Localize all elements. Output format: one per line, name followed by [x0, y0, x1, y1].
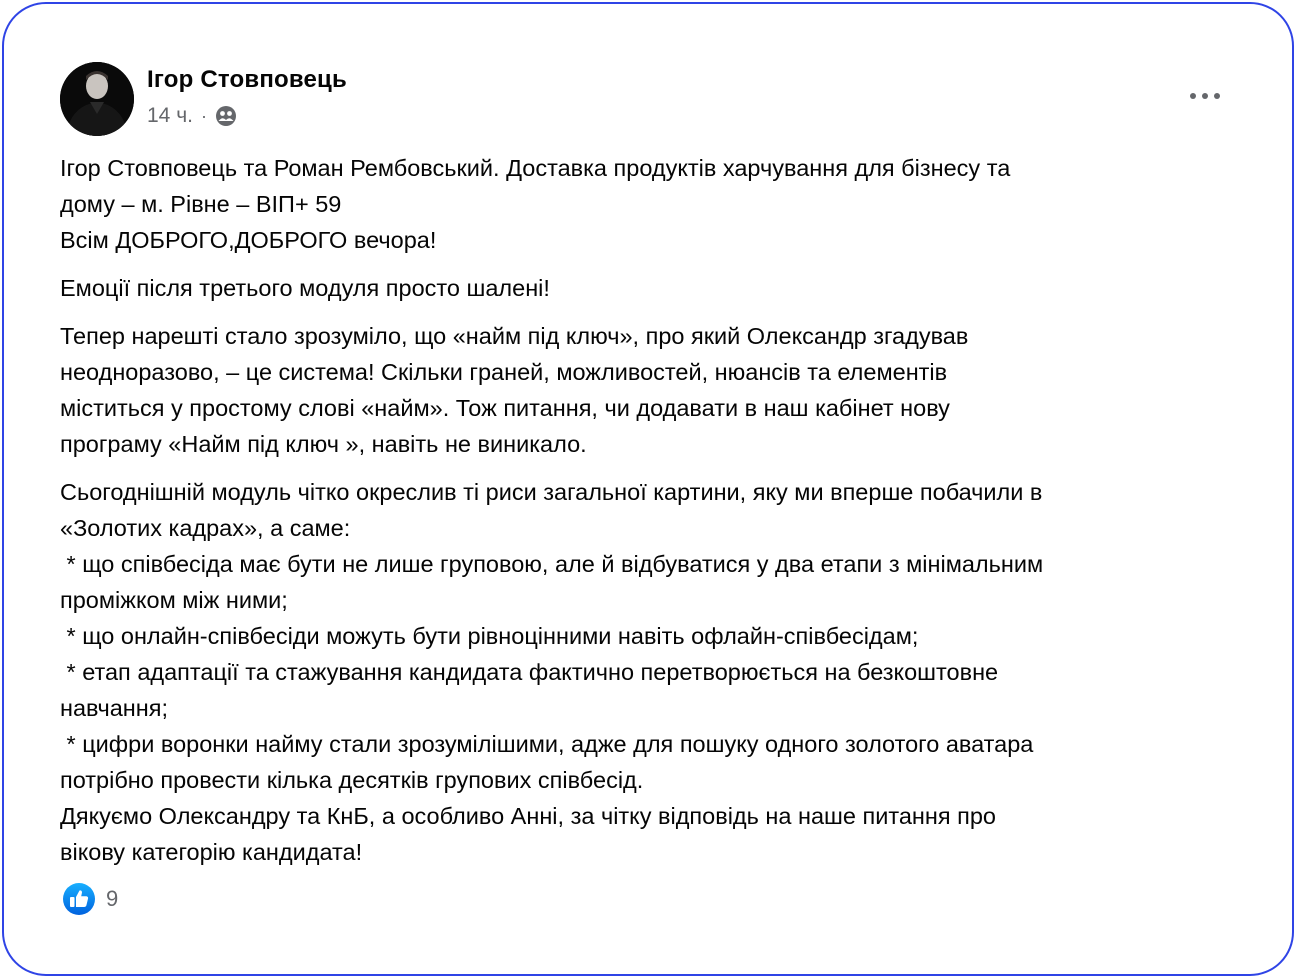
post-text-line: Всім ДОБРОГО,ДОБРОГО вечора! — [60, 227, 437, 253]
post-text-line: потрібно провести кілька десятків групових співбесід. — [60, 767, 644, 793]
post-text-line: * що онлайн-співбесіди можуть бути рівноцінними навіть офлайн-співбесідам; — [60, 623, 919, 649]
post-text-line: програму «Найм під ключ », навіть не виникало. — [60, 431, 587, 457]
post-text-line: * етап адаптації та стажування кандидата фактично перетворюється на безкоштовне — [60, 659, 999, 685]
post-text-line: * що співбесіда має бути не лише груповою, але й відбуватися у два етапи з мінімальним — [60, 551, 1044, 577]
reactions-bar[interactable] — [62, 882, 118, 916]
post-meta — [147, 104, 237, 128]
post-text-line: міститься у простому слові «найм». Тож питання, чи додавати в наш кабінет нову — [60, 395, 950, 421]
post-paragraph — [60, 270, 1250, 306]
post-text-line: неодноразово, – це система! Скільки граней, можливостей, нюансів та елементів — [60, 359, 948, 385]
like-icon — [62, 882, 96, 916]
post-text-line: дому – м. Рівне – ВІП+ 59 — [60, 191, 342, 217]
post-text-line: вікову категорію кандидата! — [60, 839, 363, 865]
post-time[interactable]: 14 ч. — [147, 104, 193, 127]
post-text-line: навчання; — [60, 695, 168, 721]
post-text-line: Ігор Стовповець та Роман Рембовський. Доставка продуктів харчування для бізнесу та — [60, 155, 1011, 181]
post-text-line: проміжком між ними; — [60, 587, 288, 613]
post-card — [2, 2, 1294, 976]
post-paragraph — [60, 150, 1250, 258]
post-text-line: Емоції після третього модуля просто шалені! — [60, 275, 550, 301]
post-text-line: «Золотих кадрах», а саме: — [60, 515, 351, 541]
friends-icon[interactable] — [215, 105, 237, 127]
post-text-line: Дякуємо Олександру та КнБ, а особливо Анні, за чітку відповідь на наше питання про — [60, 803, 996, 829]
post-text-line: Тепер нарешті стало зрозуміло, що «найм під ключ», про який Олександр згадував — [60, 323, 969, 349]
post-paragraph — [60, 318, 1250, 462]
post-text — [60, 150, 1250, 882]
author-name[interactable]: Ігор Стовповець — [147, 66, 347, 93]
reaction-count: 9 — [106, 886, 119, 911]
author-avatar[interactable] — [60, 62, 134, 136]
more-dot — [1202, 93, 1208, 99]
more-dot — [1214, 93, 1220, 99]
more-dot — [1190, 93, 1196, 99]
more-options-button[interactable] — [1188, 84, 1222, 108]
meta-separator: · — [200, 105, 207, 126]
post-text-line: Сьогоднішній модуль чітко окреслив ті риси загальної картини, яку ми вперше побачили в — [60, 479, 1043, 505]
avatar-photo-icon — [60, 62, 134, 136]
post-text-line: * цифри воронки найму стали зрозумілішими, адже для пошуку одного золотого аватара — [60, 731, 1034, 757]
post-paragraph — [60, 474, 1250, 870]
